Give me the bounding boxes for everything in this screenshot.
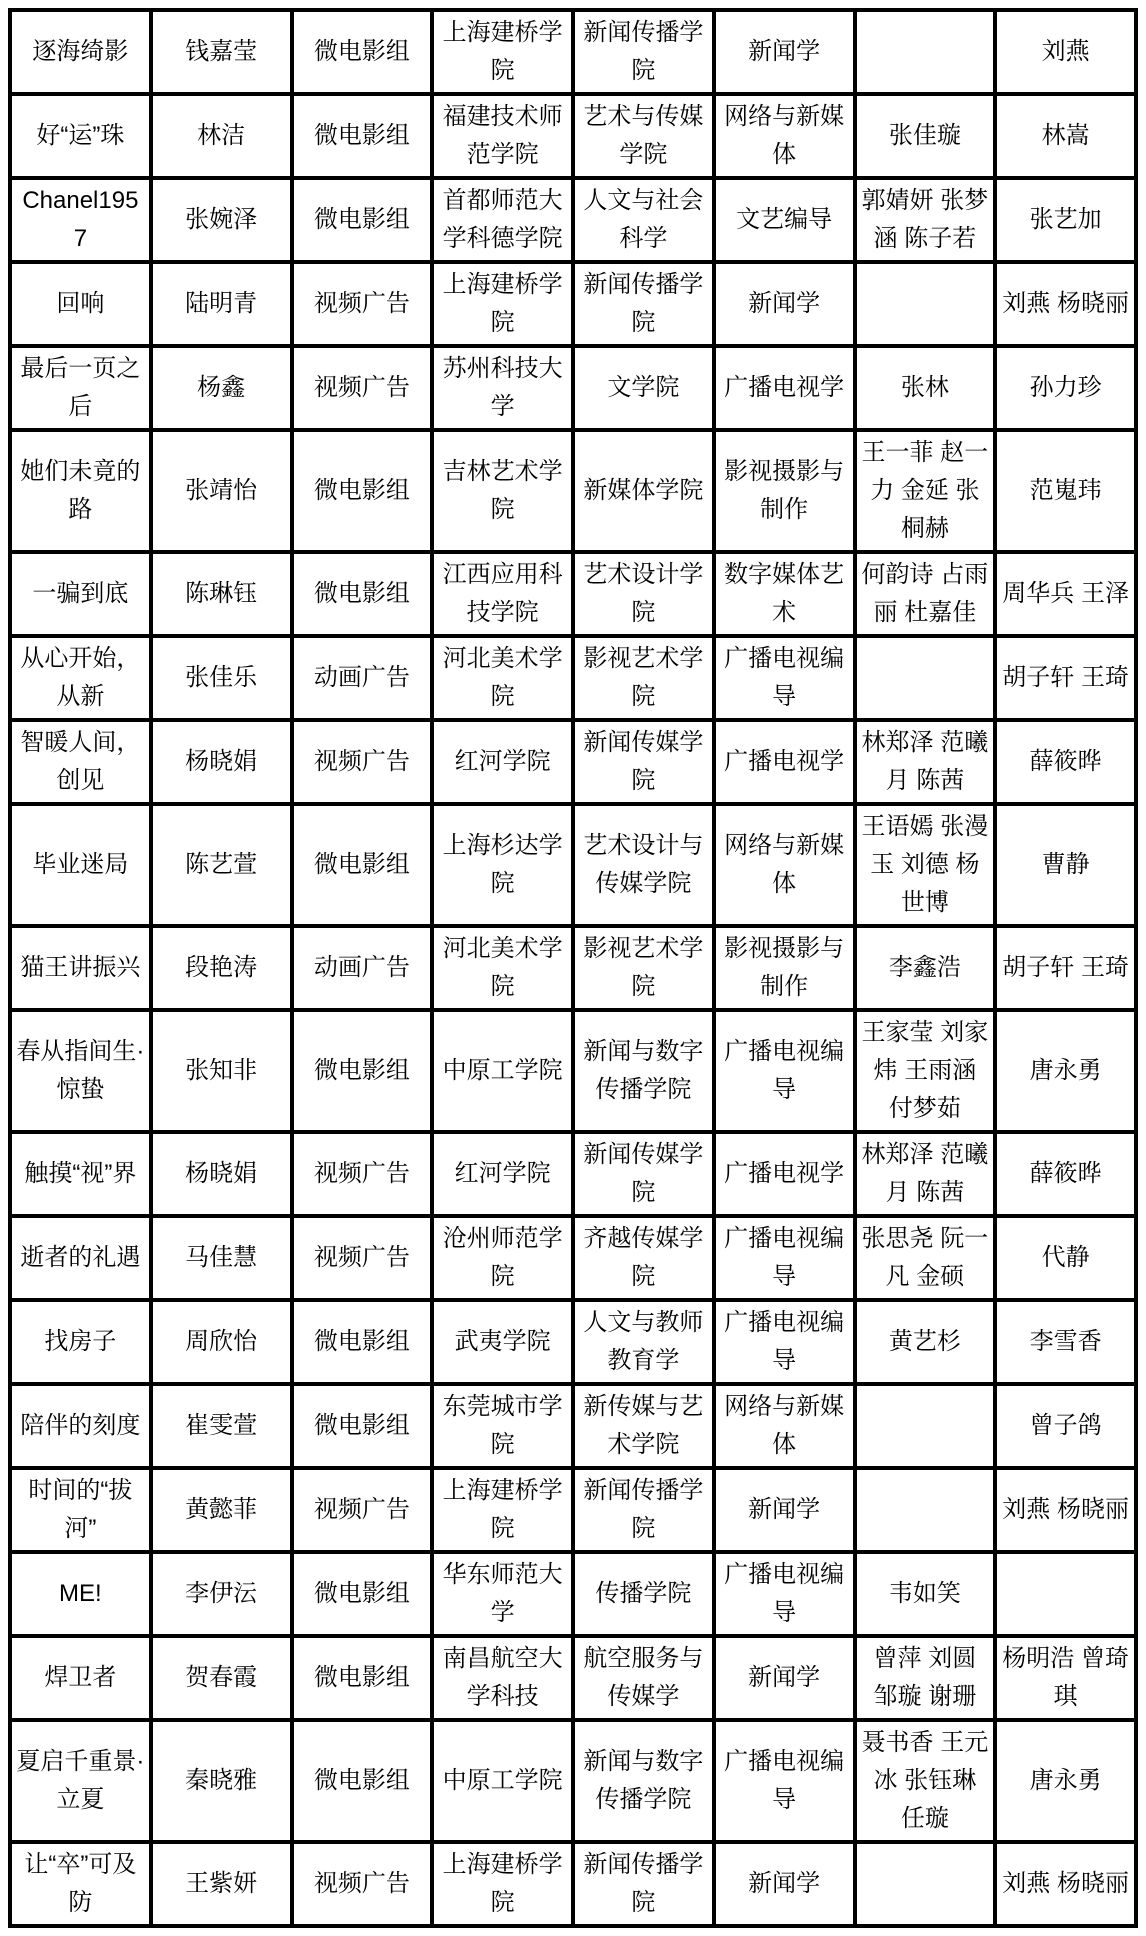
table-cell: 陈艺萱 [151, 804, 292, 926]
table-cell: 中原工学院 [432, 1010, 573, 1132]
table-cell: 王语嫣 张漫玉 刘德 杨世博 [855, 804, 996, 926]
table-cell: 林嵩 [995, 94, 1136, 178]
table-cell: 陆明青 [151, 262, 292, 346]
table-cell: 张思尧 阮一凡 金硕 [855, 1216, 996, 1300]
table-cell: 杨晓娟 [151, 720, 292, 804]
table-cell: 微电影组 [292, 1300, 433, 1384]
table-cell: 李伊沄 [151, 1552, 292, 1636]
table-row [10, 1636, 1136, 1720]
table-cell: 胡子轩 王琦 [995, 926, 1136, 1010]
table-cell: 逐海绮影 [10, 10, 151, 94]
table-cell: 上海杉达学院 [432, 804, 573, 926]
table-row [10, 1468, 1136, 1552]
table-row [10, 1552, 1136, 1636]
table-cell: 好“运”珠 [10, 94, 151, 178]
table-row [10, 1384, 1136, 1468]
table-cell: 杨鑫 [151, 346, 292, 430]
table-cell: 黄懿菲 [151, 1468, 292, 1552]
table-cell: 王家莹 刘家炜 王雨涵 付梦茹 [855, 1010, 996, 1132]
table-cell: 找房子 [10, 1300, 151, 1384]
table-cell: 薛筱晔 [995, 720, 1136, 804]
table-cell: 艺术设计学院 [573, 552, 714, 636]
table-cell: 曾子鸽 [995, 1384, 1136, 1468]
table-cell: 曾萍 刘圆 邹璇 谢珊 [855, 1636, 996, 1720]
table-cell: 广播电视编导 [714, 636, 855, 720]
table-cell: 她们未竟的路 [10, 430, 151, 552]
table-row [10, 94, 1136, 178]
table-cell: 新闻传媒学院 [573, 1132, 714, 1216]
table-row [10, 636, 1136, 720]
table-cell: 微电影组 [292, 1720, 433, 1842]
table-cell: 刘燕 杨晓丽 [995, 262, 1136, 346]
table-cell: 猫王讲振兴 [10, 926, 151, 1010]
table-cell: 上海建桥学院 [432, 1468, 573, 1552]
table-cell: 新闻学 [714, 1636, 855, 1720]
table-cell: 林郑泽 范曦月 陈茜 [855, 720, 996, 804]
table-row [10, 804, 1136, 926]
table-row [10, 10, 1136, 94]
table-cell: 微电影组 [292, 804, 433, 926]
table-cell: 人文与社会科学 [573, 178, 714, 262]
table-cell: 最后一页之后 [10, 346, 151, 430]
table-cell: 视频广告 [292, 1132, 433, 1216]
table-cell: 李鑫浩 [855, 926, 996, 1010]
table-cell: 微电影组 [292, 1384, 433, 1468]
table-row [10, 1842, 1136, 1926]
table-cell: 影视艺术学院 [573, 926, 714, 1010]
table-cell: 唐永勇 [995, 1010, 1136, 1132]
table-cell: 刘燕 [995, 10, 1136, 94]
table-cell: 动画广告 [292, 636, 433, 720]
table-cell: 网络与新媒体 [714, 804, 855, 926]
table-row [10, 430, 1136, 552]
table-cell: 孙力珍 [995, 346, 1136, 430]
table-cell: 焊卫者 [10, 1636, 151, 1720]
table-cell: 沧州师范学院 [432, 1216, 573, 1300]
table-cell [855, 636, 996, 720]
table-cell: ME! [10, 1552, 151, 1636]
table-cell: 微电影组 [292, 430, 433, 552]
table-cell [855, 1468, 996, 1552]
table-row [10, 926, 1136, 1010]
table-cell: 刘燕 杨晓丽 [995, 1468, 1136, 1552]
table-cell: 微电影组 [292, 1552, 433, 1636]
table-cell: 视频广告 [292, 720, 433, 804]
table-cell: 张婉泽 [151, 178, 292, 262]
table-cell: 新闻学 [714, 1468, 855, 1552]
table-cell: 回响 [10, 262, 151, 346]
table-cell [995, 1552, 1136, 1636]
table-row [10, 262, 1136, 346]
table-cell: 秦晓雅 [151, 1720, 292, 1842]
table-cell: 新闻传播学院 [573, 262, 714, 346]
table-cell: 视频广告 [292, 1468, 433, 1552]
table-cell: 韦如笑 [855, 1552, 996, 1636]
table-cell: 逝者的礼遇 [10, 1216, 151, 1300]
table-cell: 上海建桥学院 [432, 1842, 573, 1926]
table-cell: 让“卒”可及防 [10, 1842, 151, 1926]
table-cell [855, 1842, 996, 1926]
table-cell: 夏启千重景·立夏 [10, 1720, 151, 1842]
table-cell: 黄艺杉 [855, 1300, 996, 1384]
table-cell: 河北美术学院 [432, 636, 573, 720]
table-cell: 动画广告 [292, 926, 433, 1010]
table-cell: 胡子轩 王琦 [995, 636, 1136, 720]
table-cell: 陈琳钰 [151, 552, 292, 636]
table-cell: 张林 [855, 346, 996, 430]
table-cell: 微电影组 [292, 94, 433, 178]
entries-table [8, 8, 1138, 1928]
table-cell: 王紫妍 [151, 1842, 292, 1926]
table-cell: 南昌航空大学科技 [432, 1636, 573, 1720]
table-cell: 广播电视编导 [714, 1720, 855, 1842]
table-cell: 微电影组 [292, 552, 433, 636]
table-cell: 中原工学院 [432, 1720, 573, 1842]
table-cell: 视频广告 [292, 262, 433, 346]
table-cell: 新闻传播学院 [573, 1468, 714, 1552]
table-cell: 微电影组 [292, 1010, 433, 1132]
table-cell: 广播电视编导 [714, 1300, 855, 1384]
table-cell: 一骗到底 [10, 552, 151, 636]
table-cell: 东莞城市学院 [432, 1384, 573, 1468]
table-row [10, 178, 1136, 262]
table-cell: 张知非 [151, 1010, 292, 1132]
table-cell: 广播电视学 [714, 1132, 855, 1216]
table-cell: 张佳乐 [151, 636, 292, 720]
table-cell: 文艺编导 [714, 178, 855, 262]
table-cell: Chanel1957 [10, 178, 151, 262]
table-cell: 新闻学 [714, 262, 855, 346]
table-cell: 新闻学 [714, 1842, 855, 1926]
table-cell: 崔雯萱 [151, 1384, 292, 1468]
table-cell: 苏州科技大学 [432, 346, 573, 430]
table-cell: 新闻与数字传播学院 [573, 1720, 714, 1842]
table-cell: 艺术与传媒学院 [573, 94, 714, 178]
table-cell: 红河学院 [432, 720, 573, 804]
table-cell: 上海建桥学院 [432, 10, 573, 94]
table-cell: 视频广告 [292, 1216, 433, 1300]
table-cell: 杨明浩 曾琦琪 [995, 1636, 1136, 1720]
table-cell: 新闻与数字传播学院 [573, 1010, 714, 1132]
table-cell: 视频广告 [292, 1842, 433, 1926]
table-cell: 艺术设计与传媒学院 [573, 804, 714, 926]
table-row [10, 1132, 1136, 1216]
table-cell: 周欣怡 [151, 1300, 292, 1384]
table-cell: 微电影组 [292, 178, 433, 262]
table-cell: 从心开始，从新 [10, 636, 151, 720]
table-cell: 数字媒体艺术 [714, 552, 855, 636]
table-cell: 广播电视编导 [714, 1216, 855, 1300]
table-cell: 林郑泽 范曦月 陈茜 [855, 1132, 996, 1216]
table-cell: 微电影组 [292, 1636, 433, 1720]
table-cell: 段艳涛 [151, 926, 292, 1010]
table-cell: 首都师范大学科德学院 [432, 178, 573, 262]
table-cell: 传播学院 [573, 1552, 714, 1636]
table-cell: 上海建桥学院 [432, 262, 573, 346]
table-cell: 影视摄影与制作 [714, 430, 855, 552]
table-cell: 范嵬玮 [995, 430, 1136, 552]
table-row [10, 1010, 1136, 1132]
table-cell: 代静 [995, 1216, 1136, 1300]
table-cell: 华东师范大学 [432, 1552, 573, 1636]
table-cell: 福建技术师范学院 [432, 94, 573, 178]
table-cell: 王一菲 赵一力 金延 张桐赫 [855, 430, 996, 552]
table-body [10, 10, 1136, 1926]
table-row [10, 1720, 1136, 1842]
table-cell: 文学院 [573, 346, 714, 430]
table-cell: 新媒体学院 [573, 430, 714, 552]
table-cell: 郭婧妍 张梦涵 陈子若 [855, 178, 996, 262]
table-cell [855, 262, 996, 346]
table-cell: 张佳璇 [855, 94, 996, 178]
table-cell: 林洁 [151, 94, 292, 178]
table-cell: 新闻学 [714, 10, 855, 94]
table-row [10, 1300, 1136, 1384]
table-cell: 时间的“拔河” [10, 1468, 151, 1552]
table-cell: 江西应用科技学院 [432, 552, 573, 636]
table-cell: 贺春霞 [151, 1636, 292, 1720]
table-cell: 何韵诗 占雨丽 杜嘉佳 [855, 552, 996, 636]
table-cell: 薛筱晔 [995, 1132, 1136, 1216]
table-cell: 武夷学院 [432, 1300, 573, 1384]
table-row [10, 1216, 1136, 1300]
table-cell: 吉林艺术学院 [432, 430, 573, 552]
table-cell: 毕业迷局 [10, 804, 151, 926]
table-cell: 网络与新媒体 [714, 94, 855, 178]
table-cell: 马佳慧 [151, 1216, 292, 1300]
table-cell: 视频广告 [292, 346, 433, 430]
table-cell: 钱嘉莹 [151, 10, 292, 94]
table-cell: 新闻传媒学院 [573, 720, 714, 804]
table-cell [855, 1384, 996, 1468]
table-cell: 李雪香 [995, 1300, 1136, 1384]
table-cell: 张靖怡 [151, 430, 292, 552]
table-cell [855, 10, 996, 94]
table-cell: 网络与新媒体 [714, 1384, 855, 1468]
table-cell: 聂书香 王元冰 张钰琳 任璇 [855, 1720, 996, 1842]
table-cell: 智暖人间，创见 [10, 720, 151, 804]
table-cell: 陪伴的刻度 [10, 1384, 151, 1468]
table-cell: 人文与教师教育学 [573, 1300, 714, 1384]
table-cell: 触摸“视”界 [10, 1132, 151, 1216]
table-cell: 张艺加 [995, 178, 1136, 262]
table-cell: 周华兵 王泽 [995, 552, 1136, 636]
table-cell: 红河学院 [432, 1132, 573, 1216]
table-cell: 新传媒与艺术学院 [573, 1384, 714, 1468]
table-row [10, 720, 1136, 804]
table-cell: 曹静 [995, 804, 1136, 926]
table-row [10, 552, 1136, 636]
table-row [10, 346, 1136, 430]
table-cell: 影视艺术学院 [573, 636, 714, 720]
table-cell: 广播电视编导 [714, 1552, 855, 1636]
table-cell: 微电影组 [292, 10, 433, 94]
table-cell: 刘燕 杨晓丽 [995, 1842, 1136, 1926]
table-cell: 春从指间生·惊蛰 [10, 1010, 151, 1132]
table-cell: 广播电视学 [714, 720, 855, 804]
table-cell: 杨晓娟 [151, 1132, 292, 1216]
table-cell: 广播电视编导 [714, 1010, 855, 1132]
table-cell: 航空服务与传媒学 [573, 1636, 714, 1720]
table-cell: 新闻传播学院 [573, 1842, 714, 1926]
table-cell: 唐永勇 [995, 1720, 1136, 1842]
table-cell: 影视摄影与制作 [714, 926, 855, 1010]
table-cell: 新闻传播学院 [573, 10, 714, 94]
table-cell: 齐越传媒学院 [573, 1216, 714, 1300]
table-cell: 河北美术学院 [432, 926, 573, 1010]
table-cell: 广播电视学 [714, 346, 855, 430]
